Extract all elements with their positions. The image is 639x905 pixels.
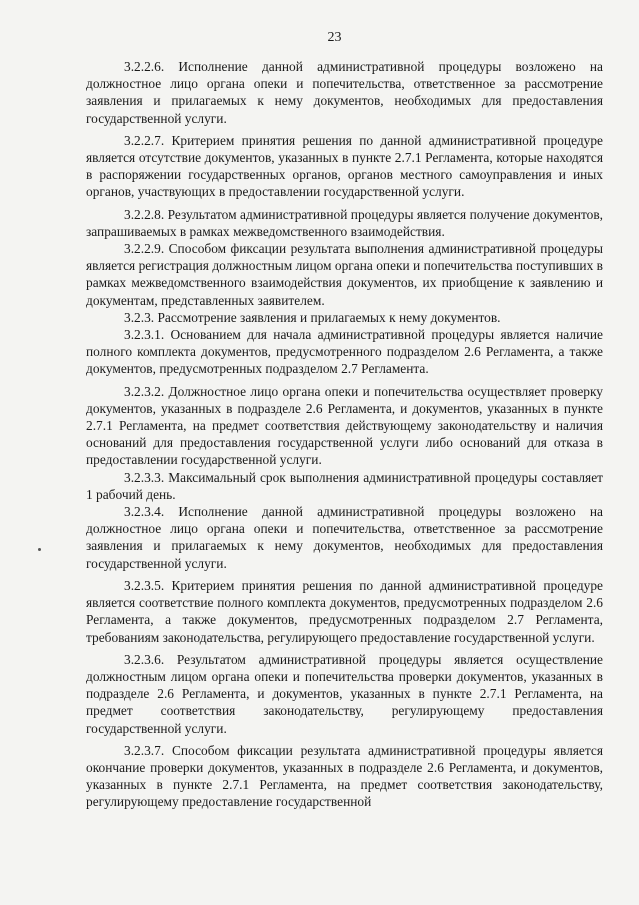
page-number: 23 bbox=[327, 30, 342, 45]
paragraph-3-2-2-6: 3.2.2.6. Исполнение данной административной процедуры возложено на должностное лицо органа опеки и попечительства, ответственное за рассмотрение заявления и прилагаемых к нему документов, необходимых для предоставления государственной услуги. bbox=[86, 59, 603, 126]
scan-speck bbox=[38, 548, 41, 551]
paragraph-3-2-3-1: 3.2.3.1. Основанием для начала административной процедуры является наличие полного комплекта документов, предусмотренного подразделом 2.6 Регламента, а также документов, предусмотренных подразделом 2.7 Регламента. bbox=[86, 327, 603, 377]
paragraph-3-2-2-8: 3.2.2.8. Результатом административной процедуры является получение документов, запрашиваемых в рамках межведомственного взаимодействия. bbox=[86, 206, 603, 239]
paragraph-3-2-3-3: 3.2.3.3. Максимальный срок выполнения административной процедуры составляет 1 рабочий день. bbox=[86, 469, 603, 502]
paragraph-3-2-3: 3.2.3. Рассмотрение заявления и прилагаемых к нему документов. bbox=[124, 309, 501, 325]
paragraph-3-2-3-2: 3.2.3.2. Должностное лицо органа опеки и попечительства осуществляет проверку документов, указанных в подразделе 2.6 Регламента, и документов, указанных в пункте 2.7.1 Регламента, на предмет соответствия действующему законодательству и наличия оснований для предоставления государственной услуги либо оснований для отказа в предоставлении государственной услуги. bbox=[86, 383, 603, 468]
paragraph-3-2-2-9: 3.2.2.9. Способом фиксации результата выполнения административной процедуры является регистрация должностным лицом органа опеки и попечительства поступивших в рамках межведомственного взаимодействия документов, их приобщение к заявлению и документам, представленных заявителем. bbox=[86, 241, 603, 308]
paragraph-3-2-3-7: 3.2.3.7. Способом фиксации результата административной процедуры является окончание проверки документов, указанных в подразделе 2.6 Регламента, и документов, указанных в пункте 2.7.1 Регламента, на предмет соответствия законодательству, регулирующему предоставление государственной bbox=[86, 742, 603, 810]
paragraph-3-2-3-4: 3.2.3.4. Исполнение данной административной процедуры возложено на должностное лицо органа опеки и попечительства, ответственное за рассмотрение заявления и прилагаемых к нему документов, необходимых для предоставления государственной услуги. bbox=[86, 504, 603, 571]
paragraph-3-2-2-7: 3.2.2.7. Критерием принятия решения по данной административной процедуре является отсутствие документов, указанных в пункте 2.7.1 Регламента, которые находятся в распоряжении государственных органов, органов местного самоуправления и иных органов, участвующих в предоставлении государственной услуги. bbox=[86, 132, 603, 200]
paragraph-3-2-3-6: 3.2.3.6. Результатом административной процедуры является осуществление должностным лицом органа опеки и попечительства проверки документов, указанных в подразделе 2.6 Регламента, и документов, указанных в пункте 2.7.1 Регламента, на предмет соответствия законодательству, регулирующему предоставления государственной услуги. bbox=[86, 651, 603, 736]
paragraph-3-2-3-5: 3.2.3.5. Критерием принятия решения по данной административной процедуре является соответствие полного комплекта документов, предусмотренных подразделом 2.6 Регламента, а также документов, предусмотренных подразделом 2.7 Регламента, требованиям законодательства, регулирующего предоставление государственной услуги. bbox=[86, 577, 603, 645]
